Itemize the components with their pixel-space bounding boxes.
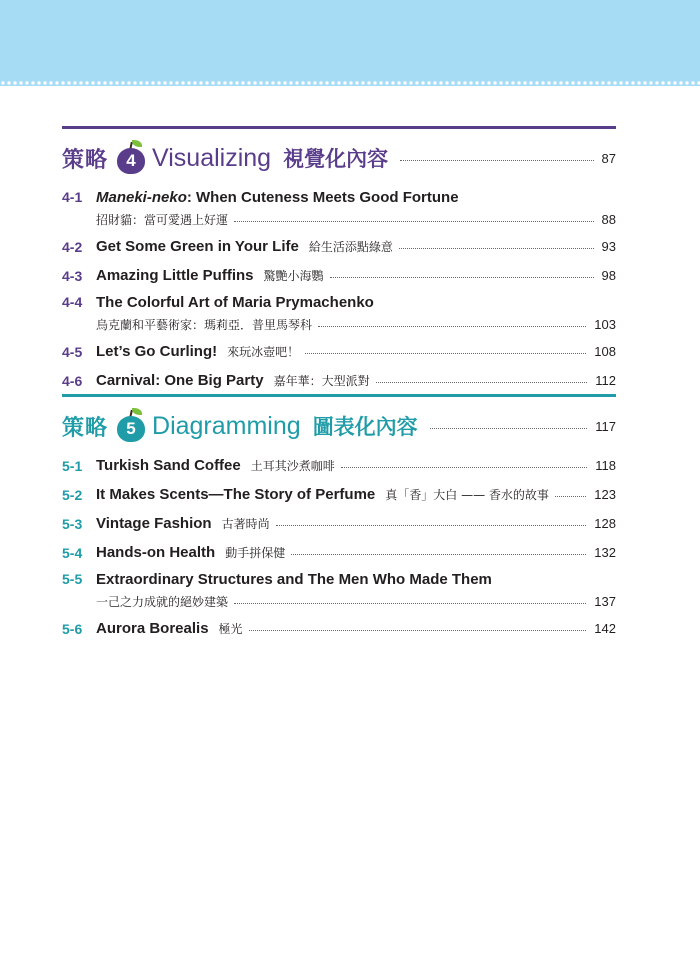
entry-title-en: The Colorful Art of Maria Prymachenko [96, 293, 374, 311]
toc-entry[interactable] [62, 290, 616, 337]
dot-leader [400, 160, 593, 161]
section-5 [62, 394, 616, 643]
dot-leader [341, 467, 588, 468]
entry-title-en: Extraordinary Structures and The Men Who Made Them [96, 570, 492, 588]
dot-leader [430, 428, 588, 429]
entry-number: 5-5 [62, 571, 83, 587]
entry-number: 5-2 [62, 486, 83, 503]
page-number: 98 [601, 268, 616, 283]
dot-leader [249, 630, 587, 631]
section-header[interactable] [62, 403, 616, 449]
dot-leader [291, 554, 586, 555]
apple-number-icon [116, 139, 146, 177]
page-number: 112 [595, 373, 616, 388]
band-dotted-edge [0, 79, 700, 87]
section-rule [62, 394, 616, 397]
apple-number-icon [116, 407, 146, 445]
dot-leader [234, 603, 586, 604]
entry-title-en: Amazing Little Puffins [96, 267, 254, 284]
entry-title-zh: 真「香」大白 —— 香水的故事 [385, 488, 549, 502]
dot-leader [555, 496, 586, 497]
entry-number: 5-1 [62, 457, 83, 474]
page-number: 142 [594, 621, 616, 636]
entry-number: 4-5 [62, 343, 83, 360]
strategy-label: 策略 [62, 415, 109, 441]
page-number: 117 [595, 418, 616, 434]
dot-leader [276, 525, 587, 526]
entry-title-zh: 嘉年華：大型派對 [273, 374, 370, 388]
toc-entry[interactable] [62, 538, 616, 567]
entry-number: 5-3 [62, 515, 83, 532]
entry-title-en: Aurora Borealis [96, 620, 209, 637]
entry-title-zh: 動手拼保健 [225, 546, 286, 560]
entry-title-zh: 驚艷小海鸚 [263, 269, 324, 283]
entry-title-zh: 招財貓：當可愛遇上好運 [96, 212, 229, 227]
section-title-en: Visualizing [152, 143, 272, 172]
dot-leader [234, 221, 594, 222]
top-decorative-band [0, 0, 700, 86]
page-number: 137 [594, 593, 616, 609]
entry-number: 5-6 [62, 620, 83, 637]
entry-number: 4-2 [62, 238, 83, 255]
page-number: 118 [595, 458, 616, 473]
entry-number: 5-4 [62, 544, 83, 561]
entry-title-zh: 來玩冰壺吧！ [227, 345, 300, 359]
entry-number: 4-3 [62, 267, 83, 284]
entry-number: 4-1 [62, 189, 83, 205]
section-header[interactable] [62, 135, 616, 181]
entry-title-zh: 烏克蘭和平藝術家：瑪莉亞．普里馬琴科 [96, 317, 313, 332]
section-title-zh: 視覺化內容 [283, 147, 389, 171]
entry-title-en: Get Some Green in Your Life [96, 238, 299, 255]
entry-number: 4-4 [62, 294, 83, 310]
page-number: 88 [601, 211, 616, 227]
entry-title-zh: 土耳其沙煮咖啡 [250, 459, 335, 473]
entry-title-zh: 一己之力成就的絕妙建築 [96, 594, 229, 609]
page-number: 93 [601, 239, 616, 254]
entry-title-en: Carnival: One Big Party [96, 372, 264, 389]
entry-title-en: Hands-on Health [96, 544, 216, 561]
toc-entry[interactable] [62, 366, 616, 395]
section-title-en: Diagramming [152, 411, 301, 440]
toc-entry[interactable] [62, 261, 616, 290]
section-number: 5 [117, 416, 145, 442]
page-number: 108 [594, 344, 616, 359]
entry-title-zh: 古著時尚 [221, 517, 270, 531]
section-4 [62, 126, 616, 395]
entry-title-en: Let’s Go Curling! [96, 343, 218, 360]
page-number: 128 [594, 516, 616, 531]
toc-entry[interactable] [62, 185, 616, 232]
toc-entry[interactable] [62, 337, 616, 366]
entry-title-zh: 極光 [218, 622, 243, 636]
toc-entry[interactable] [62, 232, 616, 261]
entry-title-en: Maneki-neko: When Cuteness Meets Good Fortune [96, 188, 459, 206]
page-number: 132 [594, 545, 616, 560]
entry-title-en: Vintage Fashion [96, 515, 212, 532]
entry-title-en: It Makes Scents—The Story of Perfume [96, 486, 376, 503]
section-rule [62, 126, 616, 129]
toc-entry[interactable] [62, 509, 616, 538]
page-number: 103 [594, 316, 616, 332]
dot-leader [318, 326, 586, 327]
entry-title-en: Turkish Sand Coffee [96, 457, 241, 474]
section-title-zh: 圖表化內容 [312, 415, 418, 439]
dot-leader [399, 248, 594, 249]
page-number: 87 [601, 150, 616, 166]
dot-leader [305, 353, 586, 354]
strategy-label: 策略 [62, 147, 109, 173]
dot-leader [376, 382, 588, 383]
section-number: 4 [117, 148, 145, 174]
entry-number: 4-6 [62, 372, 83, 389]
toc-entry[interactable] [62, 614, 616, 643]
dot-leader [330, 277, 594, 278]
entry-title-zh: 給生活添點綠意 [308, 240, 393, 254]
toc-entry[interactable] [62, 480, 616, 509]
toc-entry[interactable] [62, 451, 616, 480]
page-number: 123 [594, 487, 616, 502]
toc-entry[interactable] [62, 567, 616, 614]
